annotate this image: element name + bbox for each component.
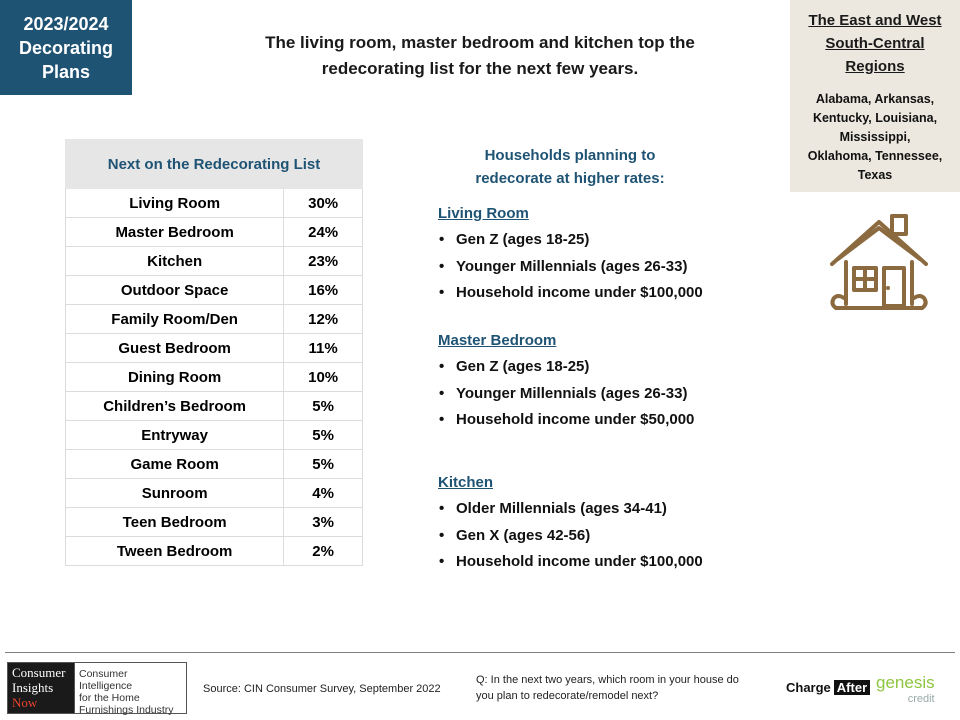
headline [200, 30, 760, 82]
room-cell: Outdoor Space [66, 276, 284, 305]
cin-logo [7, 662, 187, 714]
room-cell: Tween Bedroom [66, 537, 284, 566]
room-cell: Dining Room [66, 363, 284, 392]
chargeafter-after: After [834, 680, 870, 695]
table-row [66, 247, 363, 276]
bullet-item: • Gen Z (ages 18-25) [438, 227, 703, 254]
region-panel [790, 0, 960, 192]
bullet-item: • Household income under $100,000 [438, 280, 703, 307]
table-row [66, 537, 363, 566]
room-cell: Game Room [66, 450, 284, 479]
percent-cell: 11% [284, 334, 363, 363]
house-icon [826, 212, 932, 314]
households-title [440, 144, 700, 190]
genesis-credit: credit [907, 693, 935, 705]
footer-divider [5, 652, 955, 653]
source-note: Source: CIN Consumer Survey, September 2022 [203, 683, 441, 695]
cin-tagline-line: Consumer Intelligence [79, 668, 133, 692]
bullet-list [438, 354, 694, 434]
section-living-room [438, 201, 703, 307]
households-title-line-1: Households planning to [484, 147, 656, 164]
table-header: Next on the Redecorating List [66, 140, 363, 189]
room-cell: Family Room/Den [66, 305, 284, 334]
bullet-list [438, 227, 703, 307]
percent-cell: 16% [284, 276, 363, 305]
percent-cell: 30% [284, 189, 363, 218]
room-cell: Children’s Bedroom [66, 392, 284, 421]
cin-tagline-line: for the Home [79, 692, 140, 704]
genesis-word: genesis [876, 673, 935, 692]
badge-line-2: Decorating [18, 37, 114, 58]
table-row [66, 189, 363, 218]
cin-logo-word: Consumer [12, 665, 66, 680]
badge-line-1: 2023/2024 [23, 13, 109, 34]
table-header-row [66, 140, 363, 189]
cin-logo-word: Now [12, 695, 38, 710]
section-kitchen [438, 470, 703, 576]
bullet-item: • Gen X (ages 42-56) [438, 523, 703, 550]
section-heading: Kitchen [438, 474, 494, 491]
table-row [66, 305, 363, 334]
cin-tagline-line: Furnishings Industry [79, 704, 174, 716]
table-row [66, 363, 363, 392]
percent-cell: 5% [284, 392, 363, 421]
headline-line-2: redecorating list for the next few years. [321, 59, 639, 78]
region-states-line: Alabama, Arkansas, [815, 92, 935, 106]
table-row [66, 392, 363, 421]
genesis-logo [876, 675, 935, 707]
bullet-item: • Younger Millennials (ages 26-33) [438, 381, 694, 408]
cin-logo-tagline [74, 663, 186, 716]
bullet-item: • Gen Z (ages 18-25) [438, 354, 694, 381]
percent-cell: 23% [284, 247, 363, 276]
region-title-line: South-Central [825, 35, 925, 52]
cin-logo-mark [8, 663, 74, 713]
room-cell: Master Bedroom [66, 218, 284, 247]
region-title [790, 9, 960, 78]
table-row [66, 450, 363, 479]
question-line-2: you plan to redecorate/remodel next? [476, 690, 659, 702]
redecorating-table [65, 139, 363, 566]
percent-cell: 24% [284, 218, 363, 247]
percent-cell: 12% [284, 305, 363, 334]
region-title-line: Regions [845, 58, 905, 75]
cin-logo-word: Insights [12, 680, 54, 695]
headline-line-1: The living room, master bedroom and kitchen top the [265, 33, 695, 52]
table-row [66, 218, 363, 247]
bullet-item: • Household income under $50,000 [438, 407, 694, 434]
region-states-line: Kentucky, Louisiana, [812, 111, 938, 125]
chargeafter-logo [786, 680, 870, 695]
table-row [66, 479, 363, 508]
region-states-line: Mississippi, [839, 130, 911, 144]
bullet-list [438, 496, 703, 576]
question-line-1: Q: In the next two years, which room in your house do [476, 674, 739, 686]
room-cell: Teen Bedroom [66, 508, 284, 537]
percent-cell: 5% [284, 450, 363, 479]
bullet-item: • Household income under $100,000 [438, 549, 703, 576]
region-states-line: Texas [857, 168, 893, 182]
table-row [66, 276, 363, 305]
room-cell: Kitchen [66, 247, 284, 276]
percent-cell: 3% [284, 508, 363, 537]
room-cell: Living Room [66, 189, 284, 218]
region-states-line: Oklahoma, Tennessee, [807, 149, 943, 163]
households-title-line-2: redecorate at higher rates: [475, 170, 665, 187]
survey-question [476, 672, 776, 704]
percent-cell: 4% [284, 479, 363, 508]
table-row [66, 421, 363, 450]
region-title-line: The East and West [808, 12, 942, 29]
bullet-item: • Younger Millennials (ages 26-33) [438, 254, 703, 281]
percent-cell: 2% [284, 537, 363, 566]
table-row [66, 334, 363, 363]
table-row [66, 508, 363, 537]
room-cell: Entryway [66, 421, 284, 450]
section-heading: Master Bedroom [438, 332, 557, 349]
percent-cell: 5% [284, 421, 363, 450]
section-heading: Living Room [438, 205, 529, 222]
room-cell: Sunroom [66, 479, 284, 508]
region-states [790, 90, 960, 185]
bullet-item: • Older Millennials (ages 34-41) [438, 496, 703, 523]
room-cell: Guest Bedroom [66, 334, 284, 363]
plans-badge [0, 0, 132, 95]
chargeafter-charge: Charge [786, 680, 831, 695]
section-master-bedroom [438, 328, 694, 434]
badge-line-3: Plans [41, 61, 91, 82]
percent-cell: 10% [284, 363, 363, 392]
